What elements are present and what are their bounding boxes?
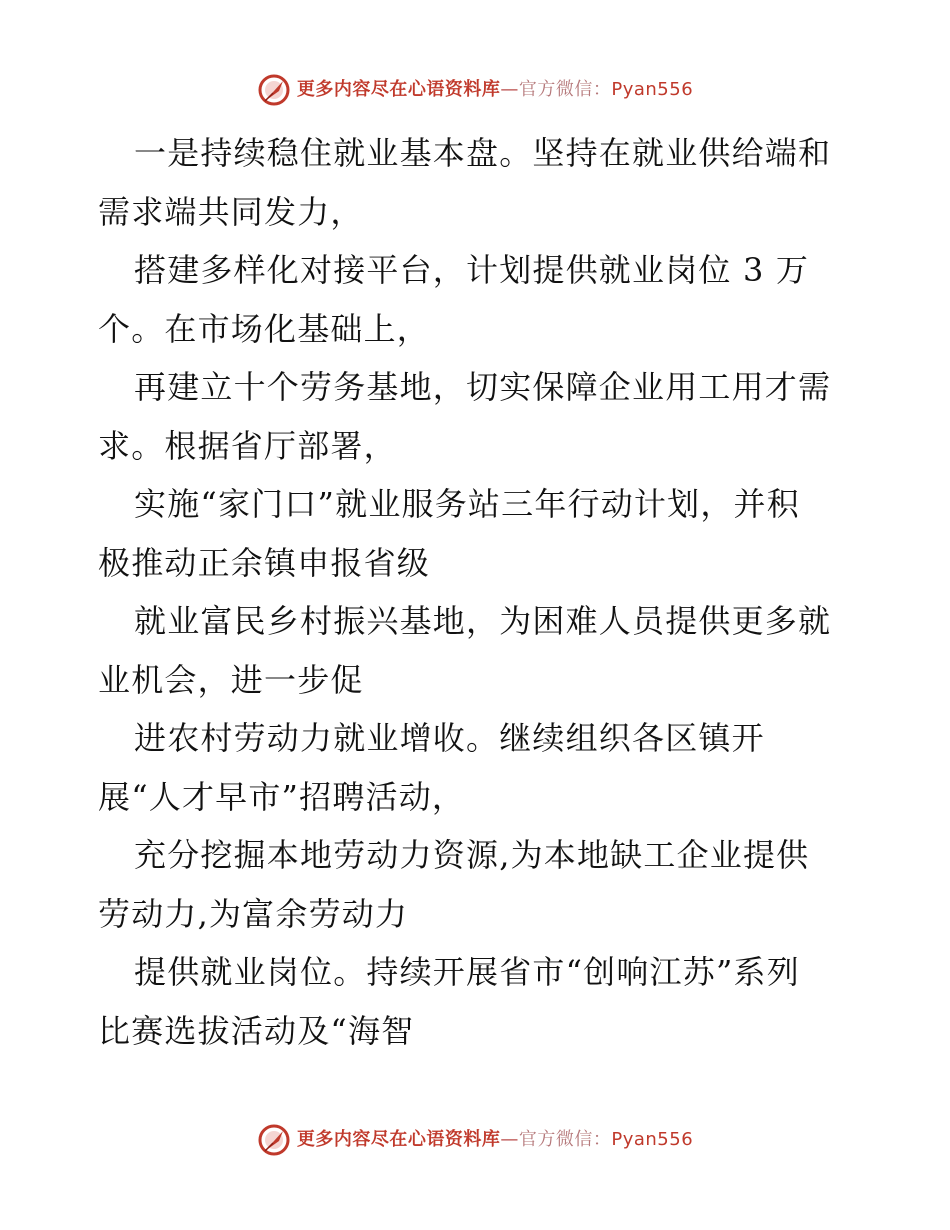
paragraph-line: 极推动正余镇申报省级 [98, 543, 431, 582]
watermark-main-text: 更多内容尽在心语资料库 [296, 79, 501, 100]
watermark-suffix-label: 官方微信： [518, 79, 612, 100]
paragraph [98, 358, 858, 475]
paragraph [98, 124, 858, 241]
watermark-dash: — [500, 1129, 519, 1150]
paragraph-line: 一是持续稳住就业基本盘。坚持在就业供给端和 [134, 134, 832, 172]
paragraph-line: 劳动力,为富余劳动力 [98, 894, 409, 933]
paragraph-line: 比赛选拔活动及“海智 [98, 1011, 415, 1050]
paragraph [98, 709, 858, 826]
quill-logo-icon [257, 1123, 291, 1157]
document-body [98, 124, 858, 1060]
paragraph-line: 展“人才早市”招聘活动， [98, 777, 466, 816]
paragraph-line: 求。根据省厅部署， [98, 426, 397, 465]
watermark-main-text: 更多内容尽在心语资料库 [296, 1129, 501, 1150]
paragraph-line: 业机会，进一步促 [98, 660, 364, 699]
watermark-dash: — [500, 79, 519, 100]
paragraph [98, 826, 858, 943]
paragraph-line: 需求端共同发力， [98, 192, 364, 231]
paragraph [98, 592, 858, 709]
watermark-wechat-id: Pyan556 [611, 79, 694, 100]
paragraph-line: 提供就业岗位。持续开展省市“创响江苏”系列 [134, 953, 800, 991]
header-watermark [0, 70, 950, 110]
paragraph-line: 个。在市场化基础上， [98, 309, 431, 348]
paragraph-line: 再建立十个劳务基地，切实保障企业用工用才需 [134, 368, 832, 406]
watermark-suffix-label: 官方微信： [518, 1129, 612, 1150]
watermark-wechat-id: Pyan556 [611, 1129, 694, 1150]
paragraph-line: 充分挖掘本地劳动力资源,为本地缺工企业提供 [134, 836, 810, 874]
paragraph [98, 241, 858, 358]
paragraph [98, 943, 858, 1060]
paragraph-line: 搭建多样化对接平台，计划提供就业岗位 3 万 [134, 251, 810, 289]
quill-logo-icon [257, 73, 291, 107]
paragraph-line: 就业富民乡村振兴基地，为困难人员提供更多就 [134, 602, 832, 640]
paragraph-line: 实施“家门口”就业服务站三年行动计划，并积 [134, 485, 800, 523]
footer-watermark [0, 1120, 950, 1160]
paragraph [98, 475, 858, 592]
paragraph-line: 进农村劳动力就业增收。继续组织各区镇开 [134, 719, 765, 757]
